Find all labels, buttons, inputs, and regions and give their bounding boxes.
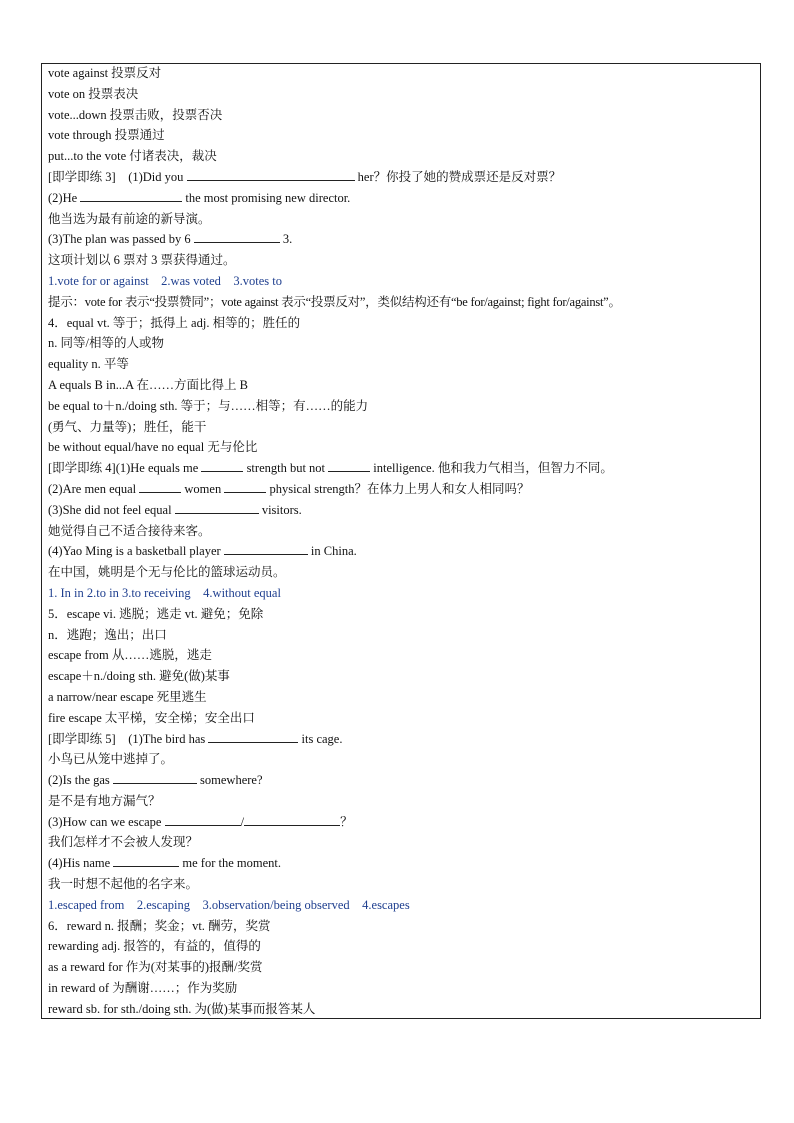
line-text: 我一时想不起他的名字来。 [48,877,199,892]
line-text: equality n. 平等 [48,357,129,372]
line-text: (2)Is the gas [48,773,113,788]
line-text: 1. In in 2.to in 3.to receiving 4.without equal [48,585,281,600]
line-text: (4)His name [48,856,114,871]
exercise-line [48,188,760,209]
text-line [48,396,760,417]
answer-key [48,271,760,292]
text-line [48,791,760,812]
line-text: in reward of 为酬谢……；作为奖励 [48,981,238,996]
line-text: women [181,481,225,496]
line-text: [即学即练 4](1)He equals me [48,461,202,476]
exercise-line [48,167,760,188]
line-text: physical strength？在体力上男人和女人相同吗？ [266,481,530,496]
text-line [48,916,760,937]
line-text: 4．equal vt. 等于；抵得上 adj. 相等的；胜任的 [48,315,301,330]
answer-blank [224,542,308,555]
text-line [48,957,760,978]
line-text: 这项计划以 6 票对 3 票获得通过。 [48,253,236,268]
answer-blank [113,771,197,784]
text-line [48,354,760,375]
line-text: 1.vote for or against 2.was voted 3.votes to [48,273,282,288]
line-text: as a reward for 作为(对某事的)报酬/奖赏 [48,960,263,975]
line-text: rewarding adj. 报答的，有益的，值得的 [48,939,261,954]
line-text: 5．escape vi. 逃脱；逃走 vt. 避免；免除 [48,606,264,621]
text-line [48,625,760,646]
text-line [48,687,760,708]
answer-key [48,583,760,604]
text-line [48,749,760,770]
exercise-line [48,500,760,521]
text-line [48,250,760,271]
line-text: 我们怎样才不会被人发现？ [48,835,199,850]
line-text: / [240,814,245,829]
text-line [48,521,760,542]
line-text: her？你投了她的赞成票还是反对票？ [354,169,562,184]
line-text: its cage. [298,731,343,746]
line-text: (2)Are men equal [48,481,140,496]
text-line [48,999,760,1020]
text-line [48,562,760,583]
line-text: (3)How can we escape [48,814,165,829]
hint-line [48,292,760,313]
answer-blank [175,501,259,514]
text-line [48,437,760,458]
text-line [48,313,760,334]
line-text: fire escape 太平梯，安全梯；安全出口 [48,710,255,725]
answer-blank [165,813,241,826]
answer-blank [139,480,181,493]
line-text: vote...down 投票击败，投票否决 [48,107,223,122]
answer-blank [187,168,355,181]
text-line [48,708,760,729]
text-line [48,84,760,105]
exercise-line [48,853,760,874]
text-line [48,209,760,230]
text-line [48,604,760,625]
line-text: 3. [279,232,293,247]
exercise-line [48,541,760,562]
line-text: ？ [340,814,353,829]
line-text: (勇气、力量等)；胜任，能干 [48,419,207,434]
line-text: vote through 投票通过 [48,128,165,143]
text-line [48,874,760,895]
text-line [48,666,760,687]
line-text: be without equal/have no equal 无与伦比 [48,440,258,455]
answer-blank [201,459,243,472]
text-line [48,645,760,666]
line-text: n. 同等/相等的人或物 [48,336,164,351]
text-line [48,375,760,396]
answer-blank [194,230,280,243]
answer-blank [208,730,298,743]
answer-blank [113,854,179,867]
line-text: intelligence. 他和我力气相当，但智力不同。 [370,461,613,476]
line-text: 他当选为最有前途的新导演。 [48,211,211,226]
line-text: (3)The plan was passed by 6 [48,232,194,247]
text-line [48,417,760,438]
line-text: (4)Yao Ming is a basketball player [48,544,224,559]
line-text: A equals B in...A 在……方面比得上 B [48,377,249,392]
text-line [48,105,760,126]
line-text: (2)He [48,190,81,205]
line-text: vote against 投票反对 [48,66,162,80]
text-line [48,978,760,999]
line-text: put...to the vote 付诸表决，裁决 [48,149,217,164]
line-text: 1.escaped from 2.escaping 3.observation/being observed 4.escapes [48,897,410,912]
line-text: escape＋n./doing sth. 避免(做)某事 [48,669,230,684]
line-text: be equal to＋n./doing sth. 等于；与……相等；有……的能力 [48,398,369,413]
line-text: somewhere? [196,773,263,788]
line-text: reward sb. for sth./doing sth. 为(做)某事而报答某人 [48,1001,316,1016]
document-body [48,63,760,1020]
answer-blank [328,459,370,472]
line-text: in China. [307,544,357,559]
line-text: 在中国，姚明是个无与伦比的篮球运动员。 [48,565,286,580]
answer-key [48,895,760,916]
line-text: (3)She did not feel equal [48,502,175,517]
line-text: 是不是有地方漏气？ [48,793,161,808]
text-line [48,146,760,167]
text-line [48,125,760,146]
line-text: me for the moment. [179,856,281,871]
answer-blank [80,189,182,202]
line-text: [即学即练 5] (1)The bird has [48,731,209,746]
exercise-line [48,479,760,500]
line-text: 小鸟已从笼中逃掉了。 [48,752,174,767]
exercise-line [48,229,760,250]
exercise-line [48,770,760,791]
line-text: the most promising new director. [182,190,351,205]
text-line [48,63,760,84]
line-text: escape from 从……逃脱，逃走 [48,648,212,663]
line-text: 她觉得自己不适合接待来客。 [48,523,211,538]
line-text: [即学即练 3] (1)Did you [48,169,187,184]
text-line [48,936,760,957]
line-text: vote on 投票表决 [48,86,139,101]
text-line [48,333,760,354]
line-text: n．逃跑；逸出；出口 [48,627,167,642]
line-text: a narrow/near escape 死里逃生 [48,689,207,704]
exercise-line [48,458,760,479]
exercise-line [48,812,760,833]
answer-blank [244,813,340,826]
line-text: 提示：vote for 表示“投票赞同”；vote against 表示“投票反对”，类似结构还有“be for/against; fight for/against”。 [48,294,621,309]
answer-blank [224,480,266,493]
text-line [48,832,760,853]
line-text: 6．reward n. 报酬；奖金；vt. 酬劳，奖赏 [48,918,271,933]
line-text: strength but not [243,461,329,476]
line-text: visitors. [258,502,302,517]
exercise-line [48,729,760,750]
